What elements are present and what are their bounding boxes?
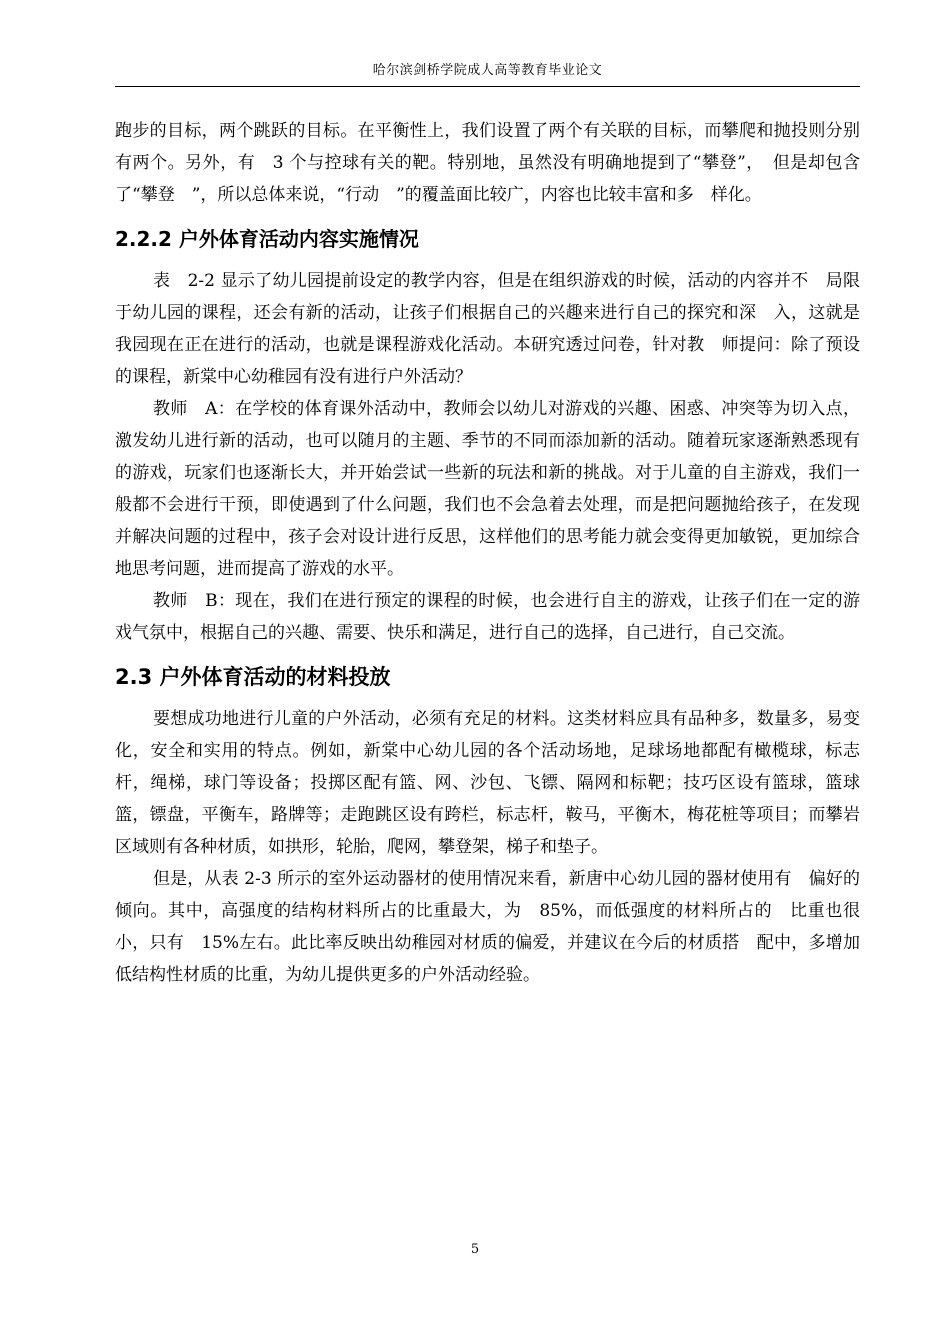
- paragraph-teacher-a: 教师 A：在学校的体育课外活动中，教师会以幼儿对游戏的兴趣、困惑、冲突等为切入点，激发幼儿进行新的活动，也可以随月的主题、季节的不同而添加新的活动。随着玩家逐渐熟悉现有的游戏，玩家们也逐渐长大，并开始尝试一些新的玩法和新的挑战。对于儿童的自主游戏，我们一般都不会进行干预，即使遇到了什么问题，我们也不会急着去处理，而是把问题抛给孩子，在发现并解决问题的过程中，孩子会对设计进行反思，这样他们的思考能力就会变得更加敏锐，更加综合地思考问题，进而提高了游戏的水平。: [115, 399, 860, 579]
- paragraph-materials: 要想成功地进行儿童的户外活动，必须有充足的材料。这类材料应具有品种多，数量多，易变化，安全和实用的特点。例如，新棠中心幼儿园的各个活动场地，足球场地都配有橄榄球，标志杆，绳梯，球门等设备；投掷区配有篮、网、沙包、飞镖、隔网和标靶；技巧区设有篮球，篮球篮，镖盘，平衡车，路牌等；走跑跳区设有跨栏，标志杆，鞍马，平衡木，梅花桩等项目；而攀岩区域则有各种材质，如拱形，轮胎，爬网，攀登架，梯子和垫子。: [115, 709, 860, 857]
- section-heading-2-2-2: 2.2.2 户外体育活动内容实施情况: [115, 227, 419, 251]
- paragraph-teacher-b: 教师 B：现在，我们在进行预定的课程的时候，也会进行自主的游戏，让孩子们在一定的游戏气氛中，根据自己的兴趣、需要、快乐和满足，进行自己的选择，自己进行，自己交流。: [115, 591, 860, 643]
- page-header-title: 哈尔滨剑桥学院成人高等教育毕业论文: [372, 63, 603, 78]
- page-number: 5: [470, 1242, 480, 1257]
- paragraph-intro: 跑步的目标，两个跳跃的目标。在平衡性上，我们设置了两个有关联的目标，而攀爬和抛投则分别有两个。另外，有 3 个与控球有关的靶。特别地，虽然没有明确地提到了“攀登”， 但是却包含了“攀登 ”，所以总体来说，“行动 ”的覆盖面比较广，内容也比较丰富和多 样化。: [115, 121, 860, 205]
- paragraph-equipment-usage: 但是，从表 2-3 所示的室外运动器材的使用情况来看，新唐中心幼儿园的器材使用有 偏好的倾向。其中，高强度的结构材料所占的比重最大，为 85%，而低强度的材料所占的 比重也很小，只有 15%左右。此比率反映出幼稚园对材质的偏爱，并建议在今后的材质搭 配中，多增加低结构性材质的比重，为幼儿提供更多的户外活动经验。: [115, 869, 860, 985]
- section-heading-2-3: 2.3 户外体育活动的材料投放: [115, 665, 391, 689]
- document-body: [115, 115, 860, 991]
- paragraph-2-2-2-table: 表 2-2 显示了幼儿园提前设定的教学内容，但是在组织游戏的时候，活动的内容并不 局限于幼儿园的课程，还会有新的活动，让孩子们根据自己的兴趣来进行自己的探究和深 入，这就是我园现在正在进行的活动，也就是课程游戏化活动。本研究透过问卷，针对教 师提问：除了预设的课程，新棠中心幼稚园有没有进行户外活动？: [115, 271, 860, 387]
- header-divider: [115, 86, 860, 87]
